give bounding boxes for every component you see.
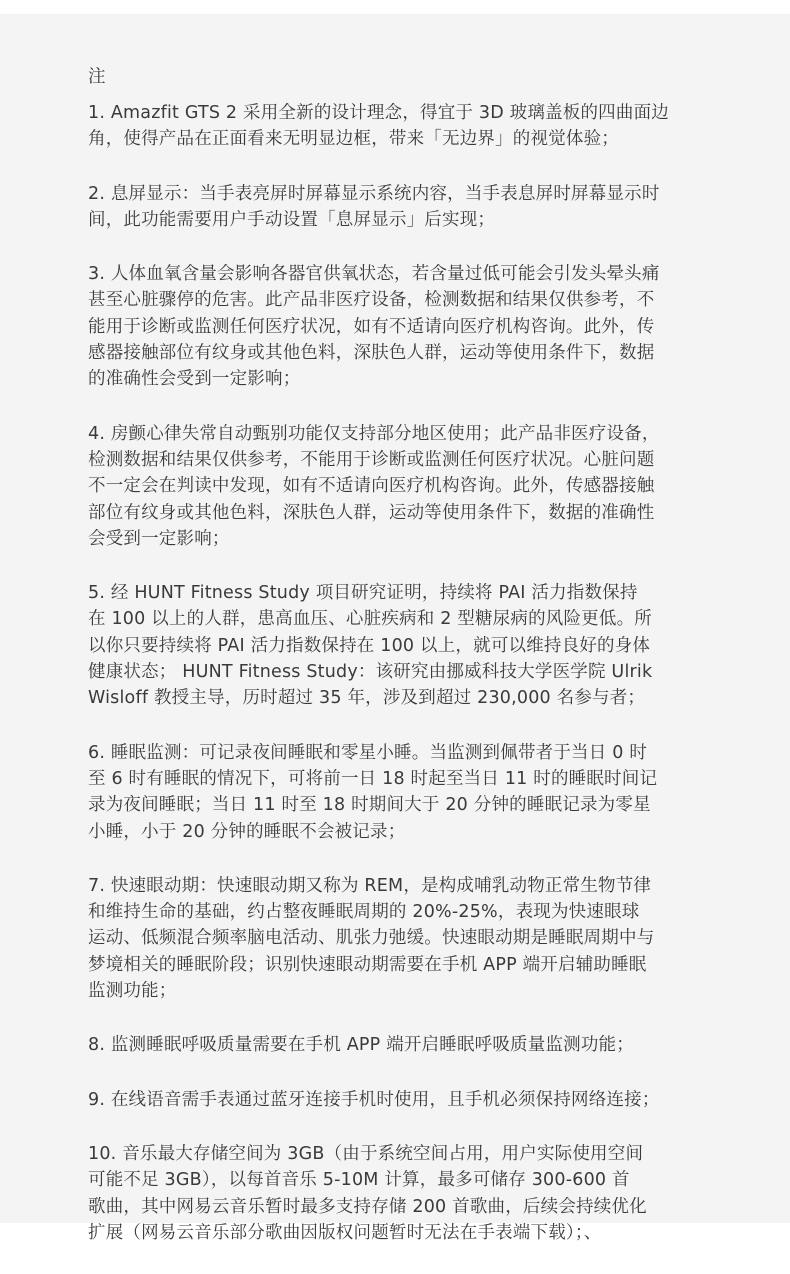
note-3: 3. 人体血氧含量会影响各器官供氧状态，若含量过低可能会引发头晕头痛 甚至心脏骤停的危害。此产品非医疗设备，检测数据和结果仅供参考，不 能用于诊断或监测任何医疗状况，如有不适请向医疗机构咨询。此外，传 感器接触部位有纹身或其他色料，深肤色人群，运动等使用条件下，数据 的准确性会受到一定影响；: [88, 264, 660, 390]
note-6: 6. 睡眠监测：可记录夜间睡眠和零星小睡。当监测到佩带者于当日 0 时 至 6 时有睡眠的情况下，可将前一日 18 时起至当日 11 时的睡眠时间记 录为夜间睡眠；当日 11 时至 18 时期间大于 20 分钟的睡眠记录为零星 小睡，小于 20 分钟的睡眠不会被记录；: [88, 742, 658, 842]
note-4: 4. 房颤心律失常自动甄别功能仅支持部分地区使用；此产品非医疗设备， 检测数据和结果仅供参考，不能用于诊断或监测任何医疗状况。心脏问题 不一定会在判读中发现，如有不适请向医疗机构咨询。此外，传感器接触 部位有纹身或其他色料，深肤色人群，运动等使用条件下，数据的准确性 会受到一定影响；: [88, 423, 660, 549]
note-9: 9. 在线语音需手表通过蓝牙连接手机时使用，且手机必须保持网络连接；: [88, 1089, 660, 1110]
note-5: 5. 经 HUNT Fitness Study 项目研究证明，持续将 PAI 活力指数保持 在 100 以上的人群，患高血压、心脏疾病和 2 型糖尿病的风险更低。所 以你只要持续将 PAI 活力指数保持在 100 以上，就可以维持良好的身体 健康状态； HUNT Fitness Study：该研究由挪威科技大学医学院 Ulrik Wisloff 教授主导，历时超过 35 年，涉及到超过 230,000 名参与者；: [88, 583, 653, 709]
note-10: 10. 音乐最大存储空间为 3GB（由于系统空间占用，用户实际使用空间 可能不足 3GB），以每首音乐 5-10M 计算，最多可储存 300-600 首 歌曲，其中网易云音乐暂时最多支持存储 200 首歌曲，后续会持续优化 扩展（网易云音乐部分歌曲因版权问题暂时无法在手表端下载）；、: [88, 1143, 647, 1243]
top-white-strip: [0, 0, 790, 14]
note-8: 8. 监测睡眠呼吸质量需要在手机 APP 端开启睡眠呼吸质量监测功能；: [88, 1035, 634, 1056]
note-2: 2. 息屏显示：当手表亮屏时屏幕显示系统内容，当手表息屏时屏幕显示时 间，此功能需要用户手动设置「息屏显示」后实现；: [88, 183, 660, 230]
notes-heading: 注: [88, 67, 106, 87]
notes-panel: [0, 14, 790, 1243]
note-1: 1. Amazfit GTS 2 采用全新的设计理念，得宜于 3D 玻璃盖板的四曲面边 角，使得产品在正面看来无明显边框，带来「无边界」的视觉体验；: [88, 103, 669, 150]
note-7: 7. 快速眼动期：快速眼动期又称为 REM，是构成哺乳动物正常生物节律 和维持生命的基础，约占整夜睡眠周期的 20%-25%，表现为快速眼球 运动、低频混合频率脑电活动、肌张力弛缓。快速眼动期是睡眠周期中与 梦境相关的睡眠阶段；识别快速眼动期需要在手机 APP 端开启辅助睡眠 监测功能；: [88, 875, 655, 1002]
notes-content: [88, 64, 710, 1274]
